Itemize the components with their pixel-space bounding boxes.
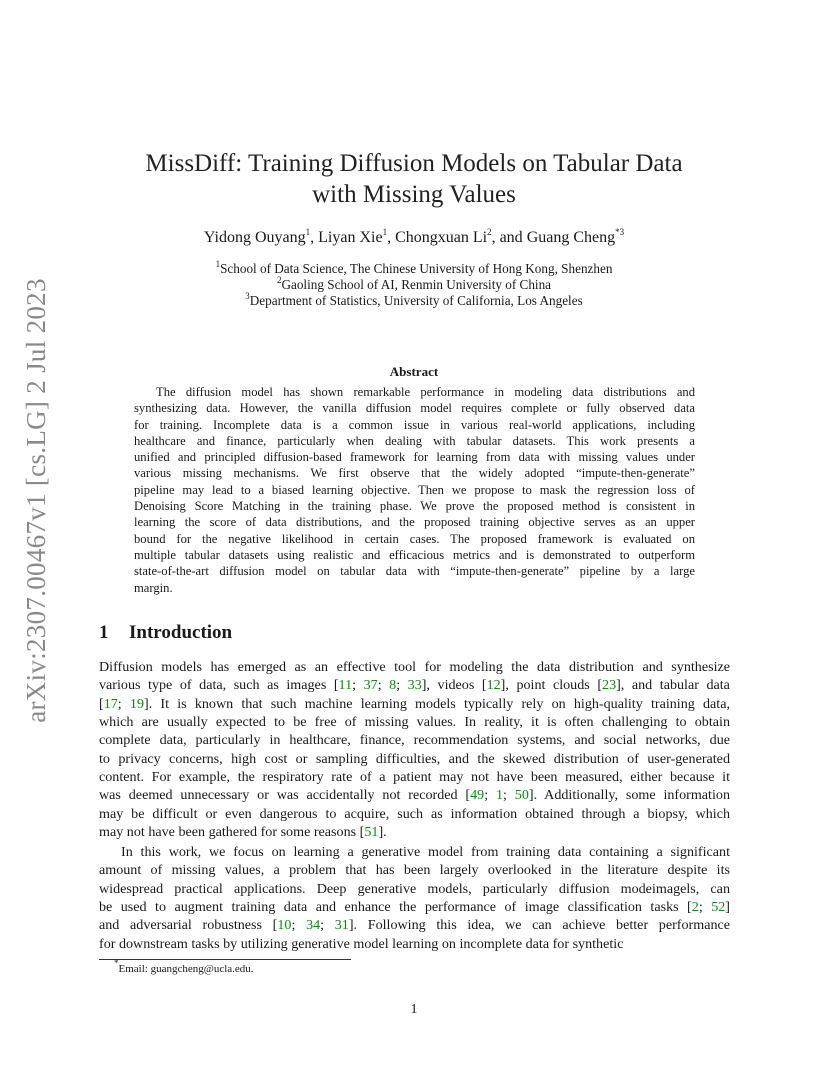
body-line <box>99 823 730 841</box>
body-text-segment: ; <box>484 787 496 804</box>
body-line <box>99 786 730 804</box>
body-text-segment: for downstream tasks by utilizing generative model learning on incomplete data for synthetic <box>99 935 624 952</box>
body-text-segment: be used to augment training data and enhance the performance of image classification tasks [ <box>99 899 692 916</box>
body-text-segment: ; <box>377 677 390 694</box>
body-text-segment: complete data, particularly in healthcare, finance, recommendation systems, and social networks, due <box>99 732 730 749</box>
affiliation-text: Gaoling School of AI, Renmin University of China <box>281 277 552 292</box>
abstract-heading: Abstract <box>389 364 439 379</box>
body-text-segment: ], point clouds [ <box>500 677 603 694</box>
body-text-segment: amount of missing values, a problem that has been largely overlooked in the literature despite its <box>99 862 730 879</box>
body-line <box>99 843 730 861</box>
body-text-segment: ; <box>698 899 712 916</box>
intro-paragraph-2 <box>99 843 730 953</box>
body-line <box>99 916 730 934</box>
citation-link[interactable]: 1 <box>495 787 504 804</box>
abstract-line: bound for the negative likelihood in certain cases. The proposed framework is evaluated on <box>134 531 695 546</box>
body-text-segment: which are usually expected to be free of missing values. In reality, it is often challenging to obtain <box>99 714 730 731</box>
author-name: Chongxuan Li <box>395 229 488 246</box>
title-line-2: with Missing Values <box>312 181 516 208</box>
body-text-segment: ; <box>291 917 307 934</box>
section-title: Introduction <box>129 622 233 643</box>
body-line <box>99 658 730 676</box>
body-text-segment: and adversarial robustness [ <box>99 917 278 934</box>
section-heading <box>99 622 232 644</box>
author-list <box>100 228 728 248</box>
body-text-segment: ]. It is known that such machine learning models typically rely on high-quality training data, <box>144 695 730 712</box>
body-line <box>99 805 730 823</box>
abstract-line: learning the score of data distributions, and the proposed training objective serves as an upper <box>134 515 695 530</box>
citation-link[interactable]: 10 <box>277 917 292 934</box>
paper-title <box>100 148 728 210</box>
author-affiliation-mark: *3 <box>615 226 625 237</box>
citation-link[interactable]: 2 <box>691 899 699 916</box>
citation-link[interactable]: 34 <box>306 917 321 934</box>
abstract-line: synthesizing data. However, the vanilla diffusion model requires complete or fully observed data <box>134 401 695 416</box>
body-line <box>99 713 730 731</box>
affiliation-mark: 2 <box>276 274 282 285</box>
citation-link[interactable]: 51 <box>364 824 379 841</box>
body-text-segment: ; <box>503 787 515 804</box>
body-text-segment: various type of data, such as images [ <box>99 677 339 694</box>
body-text-segment: was deemed unnecessary or was accidentally not recorded [ <box>99 787 471 804</box>
body-text-segment: ; <box>352 677 364 694</box>
citation-link[interactable]: 17 <box>103 695 118 712</box>
affiliation-mark: 1 <box>215 258 221 269</box>
body-text-segment: ] <box>725 899 730 916</box>
page-number: 1 <box>410 1002 418 1017</box>
body-text-segment: may not have been gathered for some reasons [ <box>99 824 365 841</box>
body-text-segment: ]. Additionally, some information <box>528 787 730 804</box>
citation-link[interactable]: 37 <box>363 677 378 694</box>
citation-link[interactable]: 23 <box>602 677 617 694</box>
body-text-segment: ; <box>117 695 130 712</box>
abstract-body <box>134 384 695 596</box>
author-separator: , <box>310 229 319 246</box>
citation-link[interactable]: 12 <box>486 677 501 694</box>
citation-link[interactable]: 11 <box>338 677 353 694</box>
body-line <box>99 695 730 713</box>
body-text-segment: ; <box>396 677 408 694</box>
body-text-segment: widespread practical applications. Deep generative models, particularly diffusion modeimagels, can <box>99 880 730 897</box>
abstract-line: pipeline may lead to a biased learning objective. Then we propose to mask the regression loss of <box>134 482 695 497</box>
abstract-line: unified and principled diffusion-based framework for learning from data with missing values under <box>134 450 695 465</box>
body-text-segment: to privacy concerns, high cost or sampling difficulties, and the skewed distribution of user-generated <box>99 750 730 767</box>
body-line <box>99 768 730 786</box>
body-line <box>99 731 730 749</box>
author-separator: , <box>387 229 396 246</box>
footnote-text: Email: guangcheng@ucla.edu. <box>118 963 254 975</box>
citation-link[interactable]: 33 <box>407 677 422 694</box>
citation-link[interactable]: 19 <box>129 695 145 712</box>
affiliation-text: School of Data Science, The Chinese University of Hong Kong, Shenzhen <box>220 261 613 276</box>
arxiv-identifier-stamp <box>20 277 52 723</box>
citation-link[interactable]: 50 <box>514 787 529 804</box>
affiliation-list <box>100 258 728 309</box>
citation-link[interactable]: 52 <box>711 899 726 916</box>
author-separator: , and <box>491 229 527 246</box>
author-affiliation-mark: 2 <box>487 226 492 237</box>
affiliation <box>100 290 728 309</box>
body-line <box>99 935 730 953</box>
affiliation <box>100 274 728 293</box>
body-text-segment: ]. Following this idea, we can achieve better performance <box>348 917 731 934</box>
abstract-line: for training. Incomplete data is a common issue in various real-world applications, including <box>134 417 695 432</box>
body-line <box>99 676 730 694</box>
body-line <box>99 898 730 916</box>
affiliation-mark: 3 <box>245 290 250 301</box>
abstract-line: various missing mechanisms. We first observe that the widely adopted “impute-then-generate” <box>134 466 695 481</box>
citation-link[interactable]: 49 <box>470 787 485 804</box>
body-text-segment: ], videos [ <box>421 677 487 694</box>
body-text-segment: content. For example, the respiratory rate of a patient may not have been measured, either because it <box>99 769 730 786</box>
citation-link[interactable]: 31 <box>334 917 349 934</box>
author-name: Guang Cheng <box>526 229 616 246</box>
abstract-line: Denoising Score Matching in the training phase. We prove the proposed method is consistent in <box>134 499 695 514</box>
abstract-line: The diffusion model has shown remarkable performance in modeling data distributions and <box>156 385 695 399</box>
intro-paragraph-1 <box>99 658 730 841</box>
affiliation <box>100 258 728 277</box>
body-line <box>99 880 730 898</box>
abstract-line: healthcare and finance, particularly when dealing with tabular datasets. This work presents a <box>134 433 695 448</box>
abstract-line: state-of-the-art diffusion model on tabular data with “impute-then-generate” pipeline by a large <box>134 564 695 579</box>
footnote-marker: * <box>114 958 119 969</box>
author-affiliation-mark: 1 <box>305 226 311 237</box>
title-line-1: MissDiff: Training Diffusion Models on Tabular Data <box>145 150 683 177</box>
body-text-segment: Diffusion models has emerged as an effective tool for modeling the data distribution and synthesize <box>99 659 730 675</box>
body-text-segment: ; <box>320 917 335 934</box>
author-name: Liyan Xie <box>318 229 383 246</box>
footnote-divider <box>99 959 351 960</box>
body-text-segment: ]. <box>378 824 387 841</box>
citation-link[interactable]: 8 <box>389 677 397 694</box>
footnote <box>114 958 254 975</box>
abstract-line: multiple tabular datasets using realistic and efficacious metrics and is demonstrated to outperform <box>134 547 695 562</box>
affiliation-text: Department of Statistics, University of California, Los Angeles <box>249 293 583 308</box>
section-number: 1 <box>99 622 109 643</box>
body-line <box>99 750 730 768</box>
body-text-segment: may be difficult or even dangerous to acquire, such as information obtained through a biopsy, which <box>99 805 730 822</box>
abstract-line: margin. <box>134 580 173 595</box>
arxiv-identifier-text: arXiv:2307.00467v1 [cs.LG] 2 Jul 2023 <box>20 277 51 723</box>
body-text-segment: ], and tabular data <box>616 677 730 694</box>
body-text-segment: [ <box>99 695 104 712</box>
body-line <box>99 861 730 879</box>
body-text-segment: In this work, we focus on learning a generative model from training data containing a significant <box>121 844 730 860</box>
author-name: Yidong Ouyang <box>203 229 306 246</box>
author-affiliation-mark: 1 <box>382 226 388 237</box>
